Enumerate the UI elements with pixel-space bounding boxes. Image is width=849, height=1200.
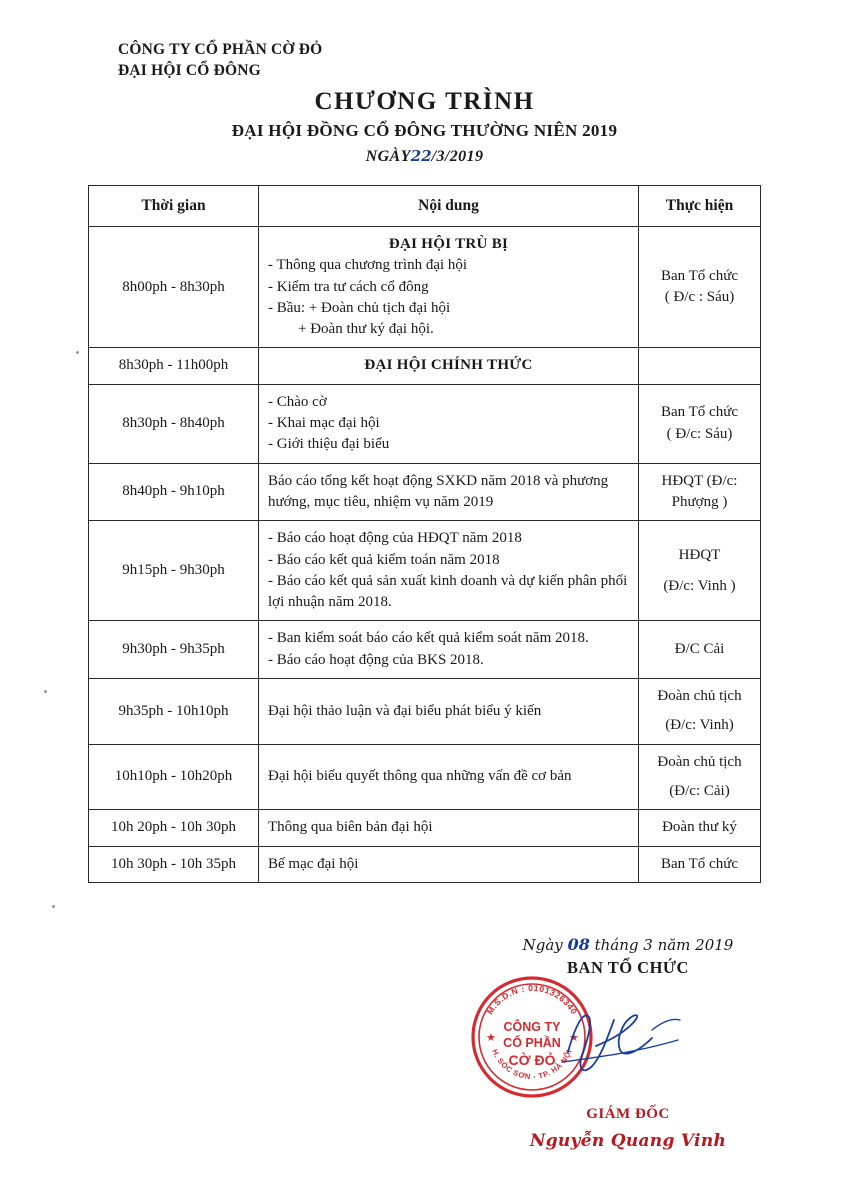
who-line: (Đ/c: Vinh )	[663, 577, 736, 594]
page-subtitle: ĐẠI HỘI ĐỒNG CỔ ĐÔNG THƯỜNG NIÊN 2019	[231, 121, 618, 140]
content-line: Đại hội thảo luận và đại biểu phát biểu ý kiến	[268, 702, 542, 719]
column-header-who: Thực hiện	[639, 186, 761, 227]
cell-content	[259, 810, 639, 846]
content-line: Đại hội biểu quyết thông qua những vấn đề cơ bản	[268, 768, 572, 785]
scan-speck	[52, 905, 55, 908]
letterhead-line-2: ĐẠI HỘI CỔ ĐÔNG	[118, 61, 261, 79]
cell-who	[639, 227, 761, 348]
cell-time: 8h40ph - 9h10ph	[89, 463, 259, 521]
content-line: - Khai mạc đại hội	[268, 415, 380, 432]
who-line: Đ/C Cải	[674, 641, 725, 658]
content-heading: ĐẠI HỘI TRÙ BỊ	[388, 236, 509, 252]
who-line: ( Đ/c: Sáu)	[666, 425, 733, 442]
who-line: Phượng )	[671, 493, 728, 510]
cell-time: 9h15ph - 9h30ph	[89, 521, 259, 621]
cell-content	[259, 846, 639, 882]
title-block	[0, 88, 849, 166]
cell-content	[259, 227, 639, 348]
signature-name: Nguyễn Quang Vinh	[529, 1131, 727, 1151]
column-header-time: Thời gian	[89, 186, 259, 227]
table-row	[89, 846, 761, 882]
who-line: HĐQT (Đ/c:	[661, 472, 738, 489]
cell-content	[259, 348, 639, 384]
signature-date-prefix: Ngày	[522, 936, 563, 954]
cell-time: 10h10ph - 10h20ph	[89, 744, 259, 810]
content-line: - Ban kiểm soát báo cáo kết quả kiểm soát năm 2018.	[268, 630, 589, 647]
cell-time: 10h 30ph - 10h 35ph	[89, 846, 259, 882]
who-line: Đoàn chủ tịch	[657, 688, 742, 705]
table-row	[89, 348, 761, 384]
cell-content	[259, 384, 639, 463]
column-header-content: Nội dung	[259, 186, 639, 227]
svg-text:CỜ ĐỎ: CỜ ĐỎ	[508, 1052, 556, 1068]
content-line: - Báo cáo hoạt động của HĐQT năm 2018	[268, 530, 522, 547]
scan-speck	[76, 351, 79, 354]
table-row	[89, 521, 761, 621]
company-stamp-icon	[470, 975, 594, 1099]
table-row	[89, 621, 761, 679]
title-date-suffix: /3/2019	[431, 148, 484, 165]
table-row	[89, 810, 761, 846]
cell-who	[639, 810, 761, 846]
signature-org: BAN TỔ CHỨC	[567, 958, 689, 977]
who-line: Ban Tổ chức	[661, 855, 738, 872]
title-date	[0, 147, 849, 166]
signature-date	[498, 935, 758, 954]
who-line: Đoàn thư ký	[662, 819, 737, 836]
table-row	[89, 227, 761, 348]
table-row	[89, 679, 761, 745]
svg-text:CÔNG TY: CÔNG TY	[503, 1020, 561, 1034]
cell-content	[259, 679, 639, 745]
svg-text:H. SÓC SƠN - TP. HÀ NỘI: H. SÓC SƠN - TP. HÀ NỘI	[490, 1047, 574, 1082]
cell-content	[259, 521, 639, 621]
cell-time: 10h 20ph - 10h 30ph	[89, 810, 259, 846]
signature-date-day: 08	[567, 935, 590, 954]
content-line: - Chào cờ	[268, 393, 327, 410]
cell-content	[259, 463, 639, 521]
who-line: HĐQT	[678, 546, 721, 563]
cell-who	[639, 621, 761, 679]
cell-content	[259, 744, 639, 810]
content-line: - Bầu: + Đoàn chủ tịch đại hội	[268, 299, 451, 316]
content-line: - Báo cáo kết quả sản xuất kinh doanh và dự kiến phân phối lợi nhuận năm 2018.	[268, 572, 628, 611]
title-date-handwritten: 22	[410, 147, 432, 165]
cell-time: 9h35ph - 10h10ph	[89, 679, 259, 745]
table-row	[89, 744, 761, 810]
content-line: Bế mạc đại hội	[268, 855, 359, 872]
title-date-prefix: NGÀY	[365, 148, 411, 165]
cell-who	[639, 384, 761, 463]
content-line: Báo cáo tổng kết hoạt động SXKD năm 2018 và phương hướng, mục tiêu, nhiệm vụ năm 2019	[268, 472, 609, 510]
who-line: (Đ/c: Cải)	[669, 782, 730, 799]
signature-date-rest: tháng 3 năm 2019	[594, 936, 734, 954]
cell-who	[639, 463, 761, 521]
who-line: (Đ/c: Vinh)	[665, 717, 734, 734]
who-line: Ban Tổ chức	[661, 267, 738, 284]
cell-time: 9h30ph - 9h35ph	[89, 621, 259, 679]
signature-role: GIÁM ĐỐC	[586, 1106, 670, 1122]
content-heading: ĐẠI HỘI CHÍNH THỨC	[364, 357, 533, 374]
content-line: Thông qua biên bản đại hội	[268, 819, 433, 836]
letterhead-line-1: CÔNG TY CỔ PHẦN CỜ ĐỎ	[118, 41, 323, 58]
svg-text:★: ★	[486, 1032, 496, 1044]
letterhead	[118, 40, 322, 82]
content-line: - Báo cáo hoạt động của BKS 2018.	[268, 651, 484, 668]
who-line: Đoàn chủ tịch	[657, 753, 742, 770]
page-title: CHƯƠNG TRÌNH	[314, 88, 535, 115]
cell-time: 8h00ph - 8h30ph	[89, 227, 259, 348]
cell-who	[639, 846, 761, 882]
svg-text:M.S.D.N : 0101326340: M.S.D.N : 0101326340	[484, 982, 580, 1017]
table-row	[89, 384, 761, 463]
cell-who	[639, 521, 761, 621]
content-line: - Giới thiệu đại biểu	[268, 436, 390, 453]
who-line: Ban Tổ chức	[661, 404, 738, 421]
schedule-table	[88, 185, 761, 883]
table-header-row	[89, 186, 761, 227]
cell-who	[639, 348, 761, 384]
content-line: - Báo cáo kết quả kiểm toán năm 2018	[268, 551, 500, 568]
cell-content	[259, 621, 639, 679]
cell-who	[639, 679, 761, 745]
scan-speck	[44, 690, 47, 693]
cell-time: 8h30ph - 11h00ph	[89, 348, 259, 384]
content-line: - Kiểm tra tư cách cổ đông	[268, 278, 429, 295]
svg-text:CỔ PHẦN: CỔ PHẦN	[503, 1036, 561, 1050]
cell-who	[639, 744, 761, 810]
content-line: - Thông qua chương trình đại hội	[268, 257, 468, 274]
svg-text:★: ★	[569, 1032, 579, 1044]
content-line: + Đoàn thư ký đại hội.	[298, 321, 434, 338]
table-row	[89, 463, 761, 521]
who-line: ( Đ/c : Sáu)	[664, 289, 735, 306]
cell-time: 8h30ph - 8h40ph	[89, 384, 259, 463]
